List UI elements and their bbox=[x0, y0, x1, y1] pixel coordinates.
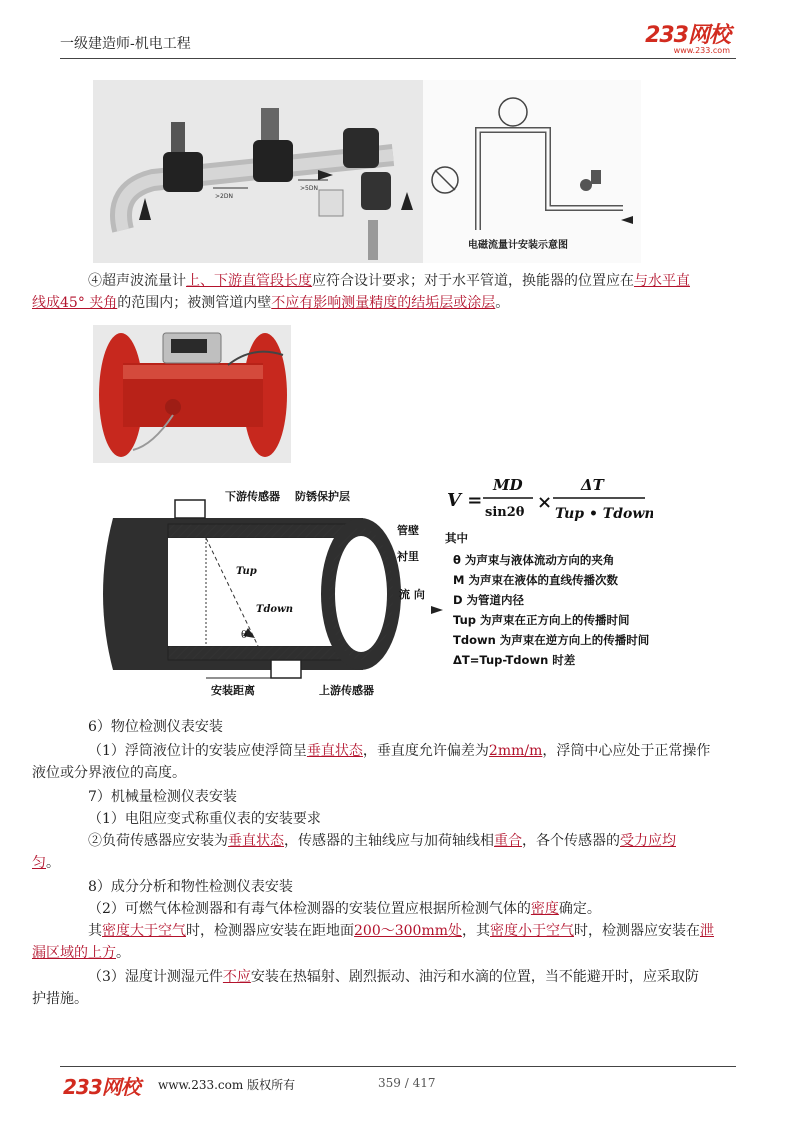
highlight-text: 垂直状态 bbox=[306, 743, 363, 759]
highlight-text: 受力应均 bbox=[620, 833, 676, 849]
text-run: 液位或分界液位的高度。 bbox=[32, 765, 186, 781]
label-tup: Tup bbox=[236, 566, 257, 577]
text-run: 的范围内；被测管道内壁 bbox=[117, 295, 272, 311]
page-number: 359 / 417 bbox=[378, 1076, 436, 1090]
header-title: 一级建造师-机电工程 bbox=[60, 36, 191, 52]
flowmeter-caption: 电磁流量计安装示意图 bbox=[468, 240, 568, 251]
highlight-text: 线成45° 夹角 bbox=[32, 295, 118, 311]
section-8-heading: 8）成分分析和物性检测仪表安装 bbox=[88, 879, 293, 895]
text-run: ，垂直度允许偏差为 bbox=[362, 743, 489, 759]
text-run: ，浮筒中心应处于正常操作 bbox=[542, 743, 711, 759]
label-downstream-sensor: 下游传感器 bbox=[225, 490, 280, 503]
formula-line: θ 为声束与液体流动方向的夹角 bbox=[453, 553, 615, 567]
formula-line: M 为声束在液体的直线传播次数 bbox=[453, 573, 618, 587]
ultrasonic-principle-diagram bbox=[93, 478, 653, 710]
highlight-text: 2mm/m bbox=[488, 743, 543, 759]
highlight-text: 重合 bbox=[494, 833, 522, 849]
section-8-item-3 bbox=[32, 966, 740, 1010]
brand-logo-text: 233网校 bbox=[645, 23, 730, 48]
formula-den1: sin2θ bbox=[485, 505, 525, 520]
text-run: 确定。 bbox=[558, 901, 601, 917]
text-run: 护措施。 bbox=[32, 991, 88, 1007]
highlight-text: 与水平直 bbox=[634, 273, 690, 289]
highlight-text: 密度大于空气 bbox=[102, 923, 186, 939]
label-flow: 流 向 bbox=[399, 588, 425, 601]
text-run: （1）浮筒液位计的安装应使浮筒呈 bbox=[88, 743, 307, 759]
text-run: ，传感器的主轴线应与加荷轴线相 bbox=[284, 833, 494, 849]
footer-logo: 233网校 bbox=[63, 1075, 140, 1099]
label-upstream-sensor: 上游传感器 bbox=[319, 684, 374, 697]
paragraph-ultrasonic bbox=[32, 270, 740, 314]
label-tdown: Tdown bbox=[256, 604, 293, 615]
formula-line: Tdown 为声束在逆方向上的传播时间 bbox=[453, 633, 650, 647]
section-7-item-2 bbox=[32, 830, 740, 874]
formula-num2: ΔT bbox=[581, 478, 604, 494]
text-run: 安装在热辐射、剧烈振动、油污和水滴的位置，当不能避开时，应采取防 bbox=[250, 969, 699, 985]
highlight-text: 泄 bbox=[700, 923, 714, 939]
footer-copyright: www.233.com 版权所有 bbox=[158, 1078, 296, 1092]
formula-v: V = bbox=[447, 490, 483, 511]
text-run: 其 bbox=[88, 923, 102, 939]
highlight-text: 不应 bbox=[222, 969, 251, 985]
text-run: 应符合设计要求；对于水平管道，换能器的位置应在 bbox=[312, 273, 634, 289]
text-run: 时，检测器应安装在 bbox=[574, 923, 700, 939]
brand-logo bbox=[645, 18, 730, 55]
highlight-text: 密度 bbox=[530, 901, 559, 917]
text-run: （2）可燃气体检测器和有毒气体检测器的安装位置应根据所检测气体的 bbox=[88, 901, 531, 917]
label-distance: 安装距离 bbox=[211, 684, 255, 697]
svg-text:>5DN: >5DN bbox=[300, 185, 318, 192]
text-run: ④超声波流量计 bbox=[88, 273, 186, 289]
text-run: ，各个传感器的 bbox=[522, 833, 620, 849]
text-run: ，其 bbox=[462, 923, 490, 939]
label-wall: 管壁 bbox=[397, 524, 419, 537]
label-coating: 防锈保护层 bbox=[295, 490, 350, 503]
highlight-text: 漏区域的上方 bbox=[32, 945, 116, 961]
ultrasonic-flowmeter-photo bbox=[93, 325, 291, 463]
highlight-text: 密度小于空气 bbox=[490, 923, 574, 939]
formula-line: Tup 为声束在正方向上的传播时间 bbox=[453, 613, 630, 627]
text-run: 时，检测器应安装在距地面 bbox=[186, 923, 354, 939]
highlight-text: 上、下游直管段长度 bbox=[186, 273, 312, 289]
highlight-text: 不应有影响测量精度的结垢层或涂层 bbox=[271, 295, 496, 311]
flowmeter-installation-figure bbox=[93, 80, 641, 263]
highlight-text: 垂直状态 bbox=[228, 833, 284, 849]
formula-times: × bbox=[537, 492, 553, 513]
text-run: （3）湿度计测湿元件 bbox=[88, 969, 223, 985]
section-8-item-2 bbox=[60, 898, 740, 920]
brand-logo-url: www.233.com bbox=[673, 46, 730, 55]
highlight-text: 200～300mm处 bbox=[354, 923, 462, 939]
footer-rule bbox=[60, 1066, 736, 1067]
header-rule bbox=[60, 58, 736, 59]
text-run: 。 bbox=[116, 945, 130, 961]
label-lining: 衬里 bbox=[397, 550, 419, 563]
section-6-item-1 bbox=[32, 740, 740, 784]
text-run: 。 bbox=[46, 855, 60, 871]
formula-den2: Tup • Tdown bbox=[555, 506, 653, 522]
label-theta: θ bbox=[241, 630, 248, 641]
section-7-heading: 7）机械量检测仪表安装 bbox=[88, 789, 237, 805]
svg-text:>2DN: >2DN bbox=[215, 193, 233, 200]
formula-num1: MD bbox=[493, 478, 523, 494]
section-6-heading: 6）物位检测仪表安装 bbox=[88, 719, 223, 735]
text-run: 。 bbox=[495, 295, 510, 311]
formula-where: 其中 bbox=[445, 531, 468, 545]
formula-line: ΔT=Tup-Tdown 时差 bbox=[453, 653, 576, 667]
text-run: ②负荷传感器应安装为 bbox=[88, 833, 228, 849]
section-8-density-rule bbox=[32, 920, 740, 964]
formula-line: D 为管道内径 bbox=[453, 593, 525, 607]
section-7-item-1: （1）电阻应变式称重仪表的安装要求 bbox=[88, 811, 321, 827]
highlight-text: 匀 bbox=[32, 855, 46, 871]
